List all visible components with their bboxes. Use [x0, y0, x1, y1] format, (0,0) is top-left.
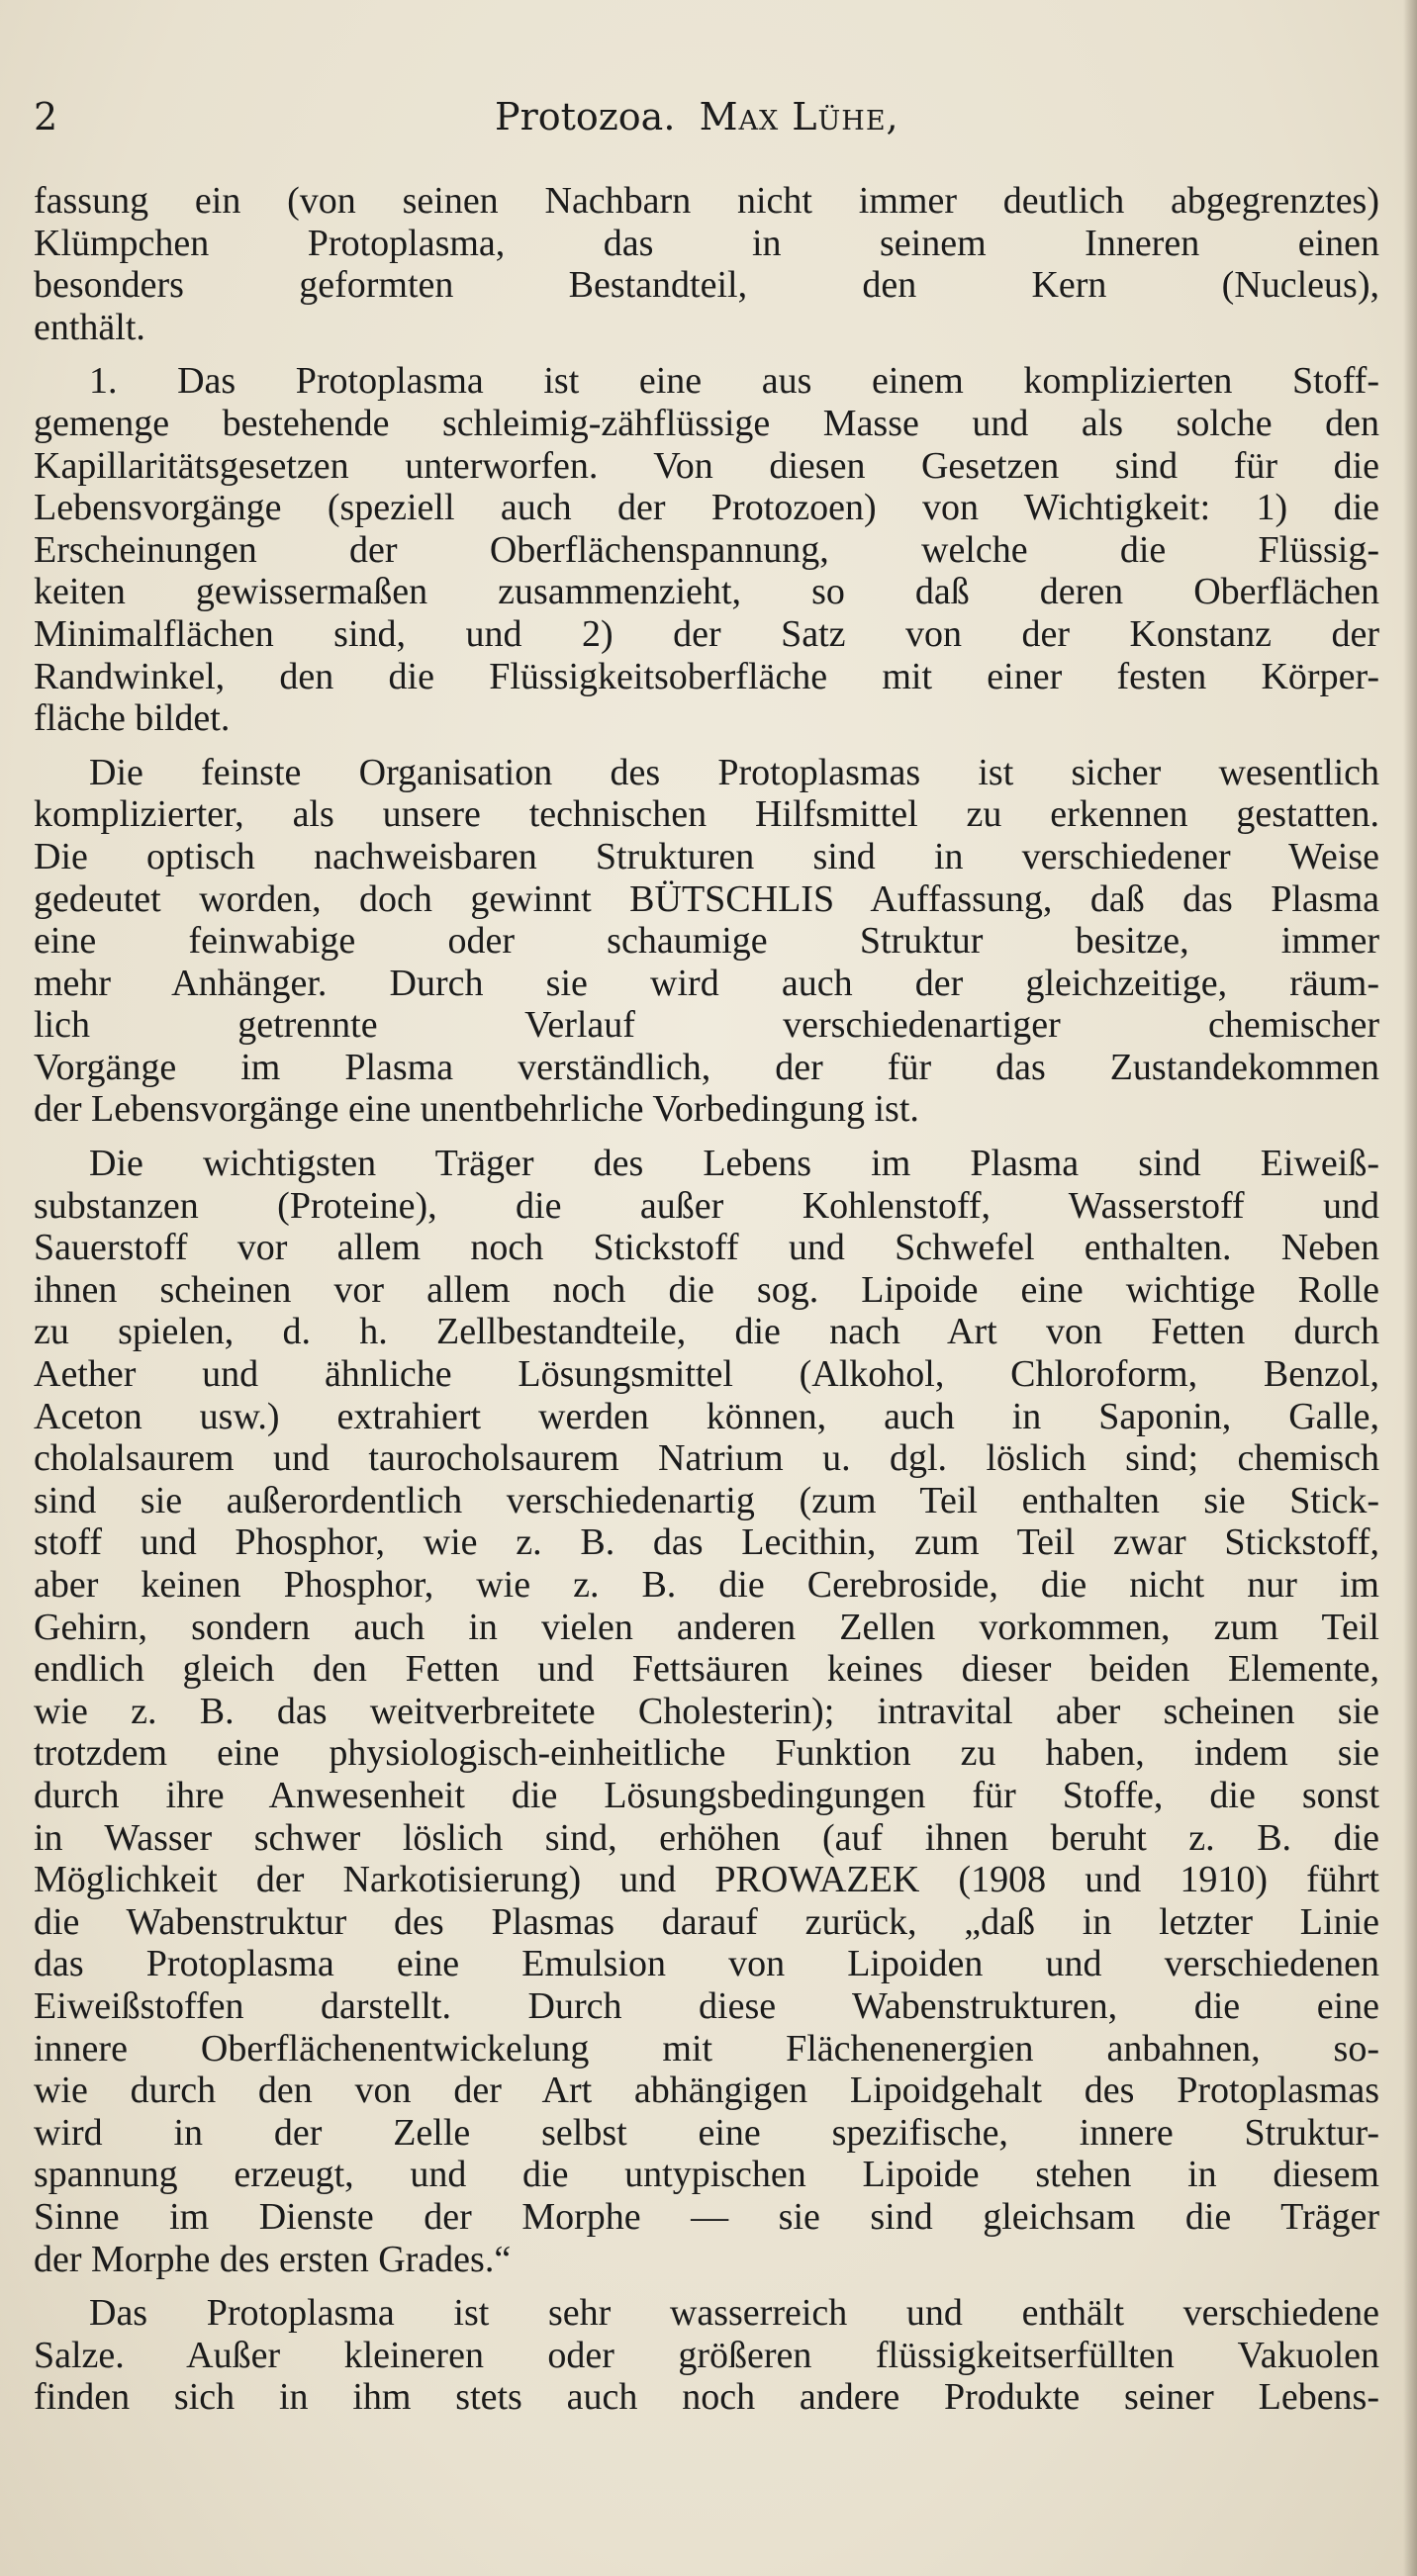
running-author: Max Lühe, [699, 95, 899, 138]
text-line: gedeutet worden, doch gewinnt BÜTSCHLIS Auffassung, daß das Plasma [34, 877, 1379, 920]
text-line: endlich gleich den Fetten und Fettsäuren keines dieser beiden Elemente, [34, 1648, 1379, 1691]
text-line: Sinne im Dienste der Morphe — sie sind gleichsam die Träger [34, 2195, 1379, 2238]
text-line: wie durch den von der Art abhängigen Lipoidgehalt des Protoplasmas [34, 2070, 1379, 2112]
text-line: Möglichkeit der Narkotisierung) und PROWAZEK (1908 und 1910) führt [34, 1859, 1379, 1901]
page-number: 2 [34, 95, 58, 138]
paragraph [34, 180, 1379, 348]
body-text [34, 180, 1379, 2419]
text-line: die Wabenstruktur des Plasmas darauf zurück, „daß in letzter Linie [34, 1900, 1379, 1943]
text-line: substanzen (Proteine), die außer Kohlenstoff, Wasserstoff und [34, 1184, 1379, 1227]
text-line: stoff und Phosphor, wie z. B. das Lecithin, zum Teil zwar Stickstoff, [34, 1521, 1379, 1564]
paragraph [34, 2292, 1379, 2419]
text-line: Kapillaritätsgesetzen unterworfen. Von diesen Gesetzen sind für die [34, 444, 1379, 487]
text-line: in Wasser schwer löslich sind, erhöhen (auf ihnen beruht z. B. die [34, 1816, 1379, 1859]
text-line: spannung erzeugt, und die untypischen Lipoide stehen in diesem [34, 2154, 1379, 2196]
text-line: Erscheinungen der Oberflächenspannung, welche die Flüssig- [34, 528, 1379, 571]
text-line: fläche bildet. [34, 697, 231, 740]
text-line: lich getrennte Verlauf verschiedenartiger chemischer [34, 1004, 1379, 1047]
text-line: finden sich in ihm stets auch noch andere Produkte seiner Lebens- [34, 2376, 1379, 2419]
text-line: Die optisch nachweisbaren Strukturen sind in verschiedener Weise [34, 835, 1379, 877]
paragraph [34, 1143, 1379, 2280]
text-line: Eiweißstoffen darstellt. Durch diese Wabenstrukturen, die eine [34, 1984, 1379, 2027]
text-line: aber keinen Phosphor, wie z. B. die Cerebroside, die nicht nur im [34, 1564, 1379, 1606]
text-line: komplizierter, als unsere technischen Hilfsmittel zu erkennen gestatten. [34, 793, 1379, 836]
text-line: Aceton usw.) extrahiert werden können, auch in Saponin, Galle, [34, 1395, 1379, 1437]
text-line: Die wichtigsten Träger des Lebens im Plasma sind Eiweiß- [89, 1143, 1379, 1185]
running-title [495, 87, 899, 146]
text-line: Aether und ähnliche Lösungsmittel (Alkohol, Chloroform, Benzol, [34, 1353, 1379, 1396]
text-line: Vorgänge im Plasma verständlich, der für das Zustandekommen [34, 1046, 1379, 1088]
text-line: eine feinwabige oder schaumige Struktur besitze, immer [34, 920, 1379, 963]
text-line: innere Oberflächenentwickelung mit Flächenenergien anbahnen, so- [34, 2027, 1379, 2070]
text-line: sind sie außerordentlich verschiedenartig (zum Teil enthalten sie Stick- [34, 1479, 1379, 1521]
running-title-text: Protozoa. [495, 95, 676, 138]
paragraph [34, 360, 1379, 739]
text-line: der Morphe des ersten Grades.“ [34, 2238, 512, 2280]
text-line: Sauerstoff vor allem noch Stickstoff und Schwefel enthalten. Neben [34, 1227, 1379, 1269]
text-line: keiten gewissermaßen zusammenzieht, so daß deren Oberflächen [34, 571, 1379, 613]
text-line: fassung ein (von seinen Nachbarn nicht immer deutlich abgegrenztes) [34, 180, 1379, 222]
text-line: mehr Anhänger. Durch sie wird auch der gleichzeitige, räum- [34, 962, 1379, 1004]
paragraph [34, 752, 1379, 1131]
text-line: durch ihre Anwesenheit die Lösungsbedingungen für Stoffe, die sonst [34, 1774, 1379, 1816]
text-line: Die feinste Organisation des Protoplasmas ist sicher wesentlich [89, 751, 1379, 793]
text-line: Gehirn, sondern auch in vielen anderen Zellen vorkommen, zum Teil [34, 1606, 1379, 1648]
text-line: wird in der Zelle selbst eine spezifische, innere Struktur- [34, 2111, 1379, 2154]
text-line: zu spielen, d. h. Zellbestandteile, die nach Art von Fetten durch [34, 1311, 1379, 1353]
text-line: cholalsaurem und taurocholsaurem Natrium u. dgl. löslich sind; chemisch [34, 1437, 1379, 1480]
text-line: enthält. [34, 306, 145, 348]
text-line: wie z. B. das weitverbreitete Cholesterin); intravital aber scheinen sie [34, 1690, 1379, 1732]
text-line: das Protoplasma eine Emulsion von Lipoiden und verschiedenen [34, 1943, 1379, 1985]
text-line: besonders geformten Bestandteil, den Kern (Nucleus), [34, 264, 1379, 307]
text-line: Klümpchen Protoplasma, das in seinem Inneren einen [34, 222, 1379, 264]
text-line: 1. Das Protoplasma ist eine aus einem komplizierten Stoff- [89, 360, 1379, 403]
text-line: der Lebensvorgänge eine unentbehrliche Vorbedingung ist. [34, 1088, 919, 1131]
running-header [34, 87, 1389, 146]
text-line: ihnen scheinen vor allem noch die sog. Lipoide eine wichtige Rolle [34, 1268, 1379, 1311]
text-line: Randwinkel, den die Flüssigkeitsoberfläche mit einer festen Körper- [34, 655, 1379, 697]
text-line: Das Protoplasma ist sehr wasserreich und enthält verschiedene [89, 2292, 1379, 2335]
text-line: trotzdem eine physiologisch-einheitliche Funktion zu haben, indem sie [34, 1732, 1379, 1775]
text-line: Salze. Außer kleineren oder größeren flüssigkeitserfüllten Vakuolen [34, 2334, 1379, 2376]
text-line: Lebensvorgänge (speziell auch der Protozoen) von Wichtigkeit: 1) die [34, 487, 1379, 529]
text-line: gemenge bestehende schleimig-zähflüssige Masse und als solche den [34, 402, 1379, 444]
text-line: Minimalflächen sind, und 2) der Satz von der Konstanz der [34, 612, 1379, 655]
